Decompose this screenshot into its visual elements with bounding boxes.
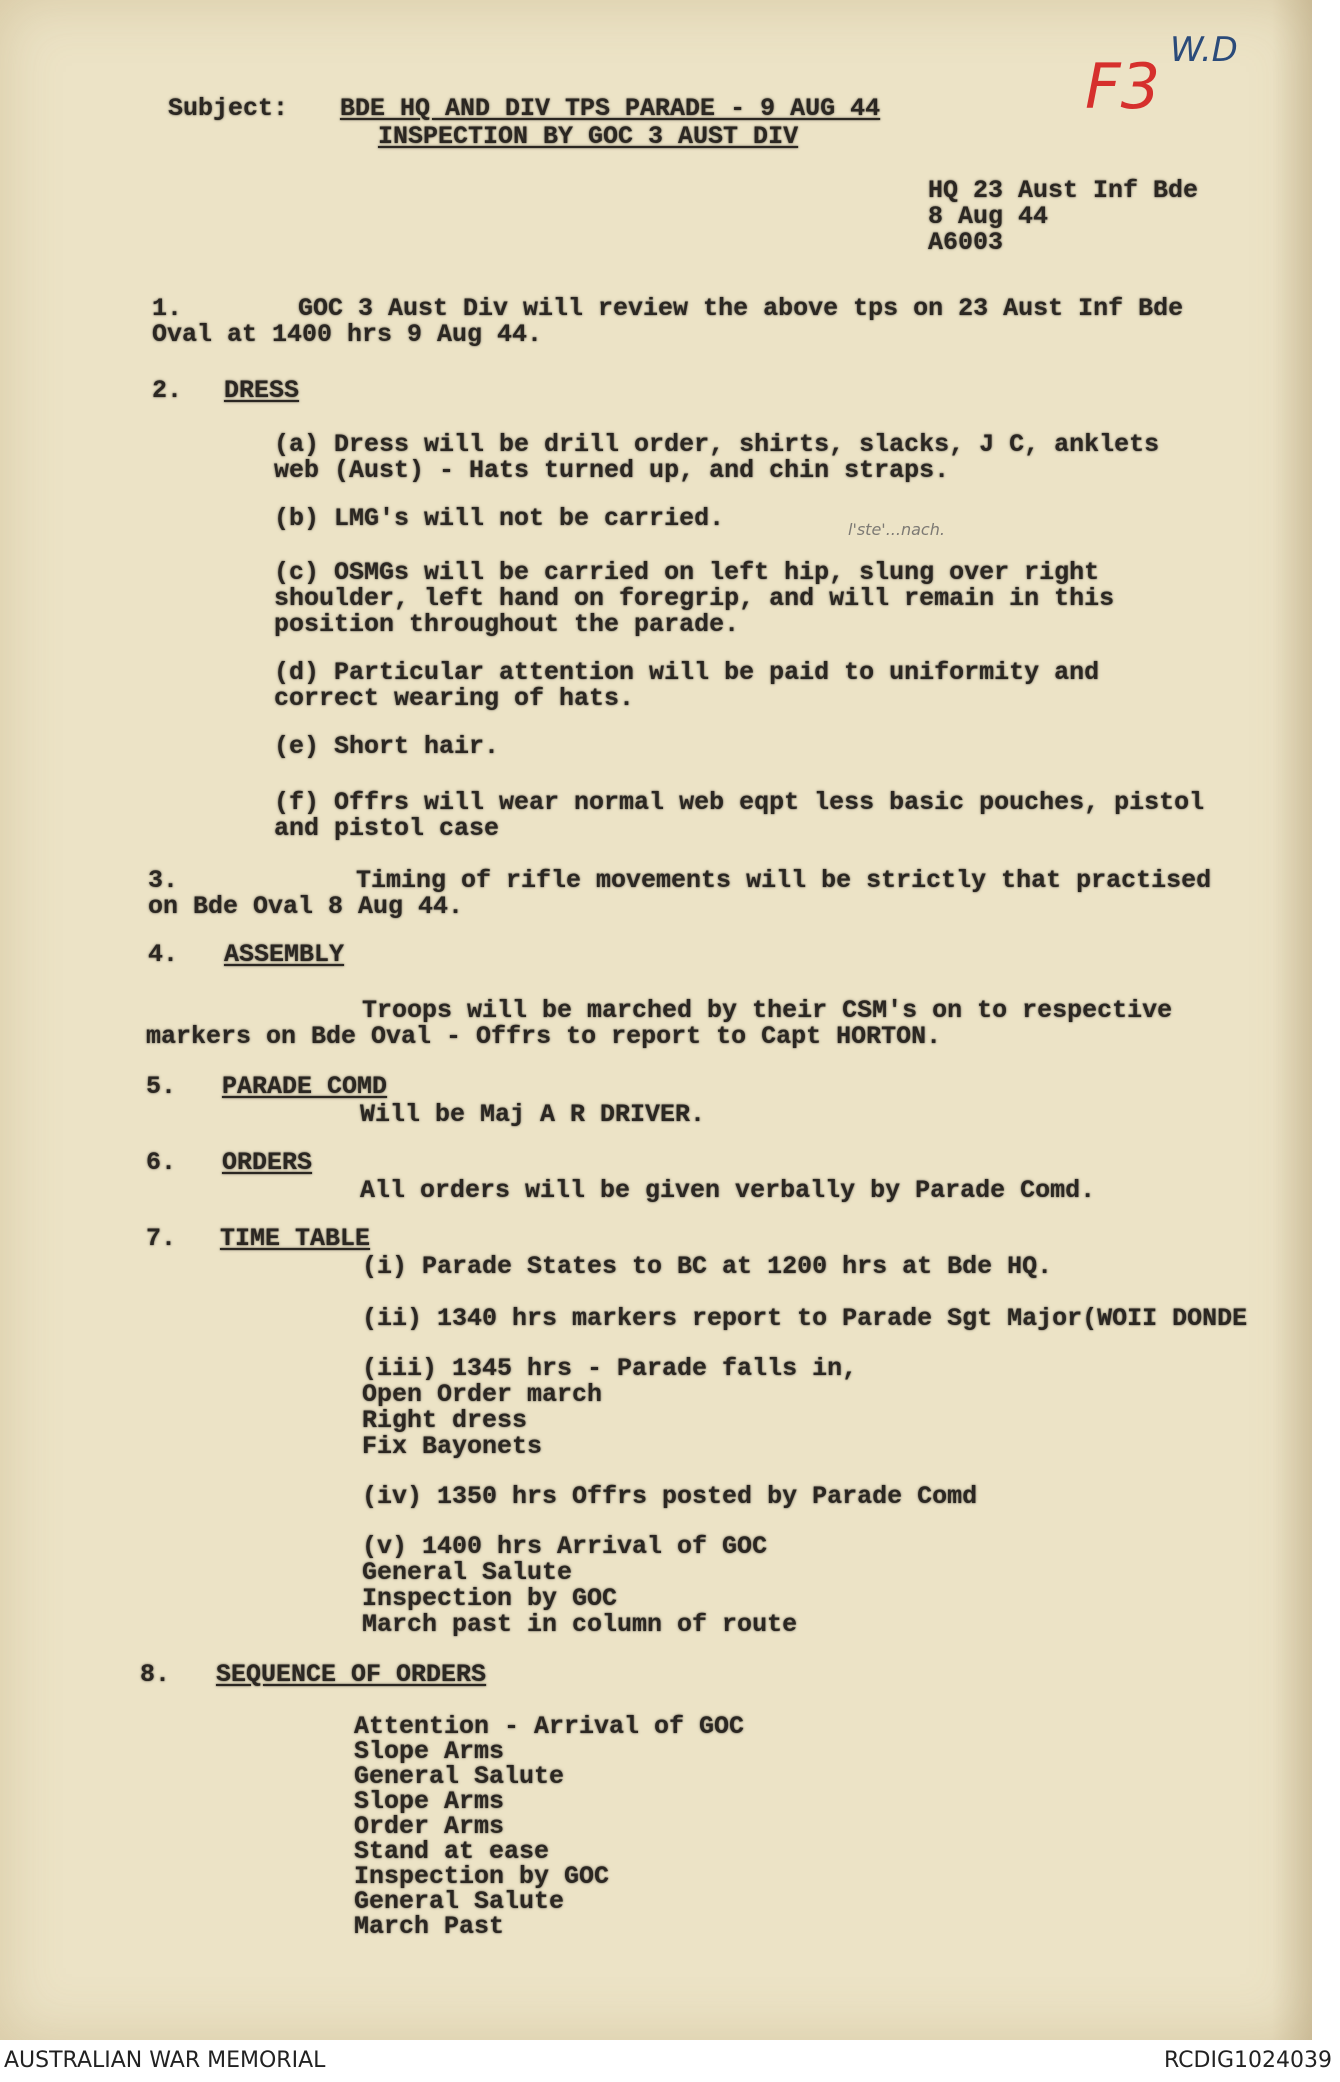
dress-item-e: (e) Short hair.: [274, 732, 500, 761]
timetable-item-v: (v) 1400 hrs Arrival of GOC General Salute Inspection by GOC March past in column of route: [362, 1532, 798, 1639]
dress-item-f: (f) Offrs will wear normal web eqpt less basic pouches, pistol and pistol case: [274, 788, 1205, 843]
footer-institution: AUSTRALIAN WAR MEMORIAL: [4, 2048, 326, 2073]
para-8-heading: SEQUENCE OF ORDERS: [216, 1660, 487, 1689]
para-5-text: Will be Maj A R DRIVER.: [360, 1100, 706, 1129]
para-1-text: GOC 3 Aust Div will review the above tps on 23 Aust Inf Bde Oval at 1400 hrs 9 Aug 44.: [152, 294, 1184, 349]
subject-line-1: BDE HQ AND DIV TPS PARADE - 9 AUG 44: [340, 94, 881, 123]
subject-line-2: INSPECTION BY GOC 3 AUST DIV: [378, 122, 799, 151]
handwritten-wd-mark: W.D: [1170, 30, 1238, 70]
para-5-number: 5.: [146, 1072, 177, 1101]
order-4: Slope Arms: [354, 1787, 505, 1816]
para-7-heading: TIME TABLE: [220, 1224, 371, 1253]
para-4-number: 4.: [148, 940, 179, 969]
order-7: Inspection by GOC: [354, 1862, 610, 1891]
para-3-number: 3.: [148, 866, 179, 895]
order-5: Order Arms: [354, 1812, 505, 1841]
timetable-item-ii: (ii) 1340 hrs markers report to Parade Sgt Major(WOII DONDE: [362, 1304, 1248, 1333]
para-6-heading: ORDERS: [222, 1148, 313, 1177]
order-8: General Salute: [354, 1887, 565, 1916]
para-2-number: 2.: [152, 376, 183, 405]
para-6-number: 6.: [146, 1148, 177, 1177]
order-9: March Past: [354, 1912, 505, 1941]
timetable-item-iv: (iv) 1350 hrs Offrs posted by Parade Comd: [362, 1482, 978, 1511]
para-4-text: Troops will be marched by their CSM's on to respective markers on Bde Oval - Offrs to report to Capt HORTON.: [146, 996, 1173, 1051]
dress-item-b: (b) LMG's will not be carried.: [274, 504, 725, 533]
order-1: Attention - Arrival of GOC: [354, 1712, 745, 1741]
order-6: Stand at ease: [354, 1837, 550, 1866]
dress-item-c: (c) OSMGs will be carried on left hip, slung over right shoulder, left hand on foregrip, and will remain in this position throughout the parade.: [274, 558, 1115, 639]
letter-date: 8 Aug 44: [928, 202, 1049, 231]
dress-item-d: (d) Particular attention will be paid to uniformity and correct wearing of hats.: [274, 658, 1100, 713]
para-8-number: 8.: [140, 1660, 171, 1689]
para-3-text: Timing of rifle movements will be strictly that practised on Bde Oval 8 Aug 44.: [148, 866, 1212, 921]
para-6-text: All orders will be given verbally by Parade Comd.: [360, 1176, 1096, 1205]
handwritten-f3-mark: F3: [1085, 50, 1161, 123]
reference-number: A6003: [928, 228, 1004, 257]
para-2-heading: DRESS: [224, 376, 300, 405]
order-3: General Salute: [354, 1762, 565, 1791]
from-unit: HQ 23 Aust Inf Bde: [928, 176, 1199, 205]
para-4-heading: ASSEMBLY: [224, 940, 345, 969]
pencil-annotation: l'ste'...nach.: [848, 520, 945, 539]
order-2: Slope Arms: [354, 1737, 505, 1766]
timetable-item-i: (i) Parade States to BC at 1200 hrs at Bde HQ.: [362, 1252, 1053, 1281]
subject-label: Subject:: [168, 94, 289, 123]
footer-record-id: RCDIG1024039: [1163, 2048, 1332, 2073]
para-5-heading: PARADE COMD: [222, 1072, 388, 1101]
para-1-number: 1.: [152, 294, 183, 323]
para-7-number: 7.: [146, 1224, 177, 1253]
timetable-item-iii: (iii) 1345 hrs - Parade falls in, Open Order march Right dress Fix Bayonets: [362, 1354, 858, 1461]
dress-item-a: (a) Dress will be drill order, shirts, slacks, J C, anklets web (Aust) - Hats turned up, and chin straps.: [274, 430, 1160, 485]
